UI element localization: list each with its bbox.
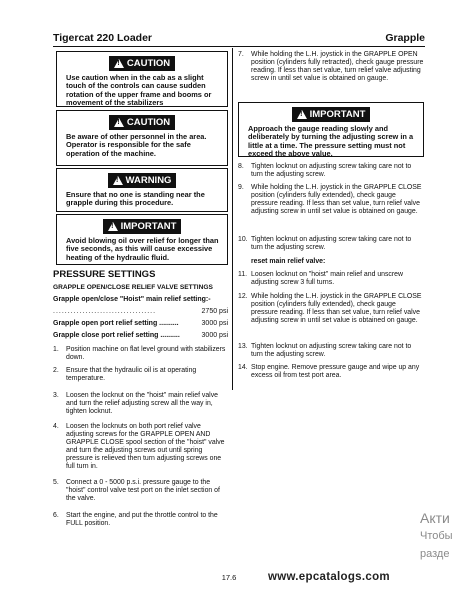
page-number: 17.6 xyxy=(221,573,237,582)
section-subtitle: GRAPPLE OPEN/CLOSE RELIEF VALVE SETTINGS xyxy=(53,284,213,291)
warning-triangle-icon xyxy=(113,176,123,185)
important-box-left xyxy=(56,214,228,265)
reset-note: reset main relief valve: xyxy=(251,258,326,265)
main-relief-value: 2750 psi xyxy=(201,308,228,315)
caution-text: Be aware of other personnel in the area. Operator is responsible for the safe operation of the machine. xyxy=(66,132,207,158)
header-rule xyxy=(53,46,425,47)
caution-box-2 xyxy=(56,110,228,166)
warning-triangle-icon xyxy=(297,110,307,119)
header-title: Tigercat 220 Loader xyxy=(53,32,153,44)
warning-triangle-icon xyxy=(108,222,118,231)
warning-triangle-icon xyxy=(114,59,124,68)
main-relief-row: ................................... 2750 psi xyxy=(53,308,228,315)
main-relief-label: Grapple open/close "Hoist" main relief setting:- xyxy=(53,296,211,303)
caution-text: Use caution when in the cab as a slight touch of the controls can cause sudden rotation of the upper frame and booms or movement of the stabilizers xyxy=(66,73,212,108)
activation-overlay-line-1: Акти xyxy=(420,510,450,526)
watermark: www.epcatalogs.com xyxy=(268,571,390,583)
open-port-value: 3000 psi xyxy=(201,320,228,327)
warning-box xyxy=(56,168,228,212)
important-text: Avoid blowing oil over relief for longer than five seconds, as this will cause excessive heating of the hydraulic fluid. xyxy=(66,236,219,262)
caution-box-1 xyxy=(56,51,228,107)
header-section: Grapple xyxy=(385,32,425,44)
close-port-row: Grapple close port relief setting .......... 3000 psi xyxy=(53,332,228,339)
caution-banner: ! CAUTION xyxy=(109,115,175,130)
activation-overlay-line-2: Чтобы xyxy=(420,530,453,542)
column-divider xyxy=(232,48,233,390)
activation-overlay-line-3: разде xyxy=(420,548,450,560)
important-banner: ! IMPORTANT xyxy=(103,219,182,234)
warning-text: Ensure that no one is standing near the grapple during this procedure. xyxy=(66,190,205,208)
open-port-row: Grapple open port relief setting .......... 3000 psi xyxy=(53,320,228,327)
important-box-right xyxy=(238,102,424,157)
section-title: PRESSURE SETTINGS xyxy=(53,269,156,280)
warning-triangle-icon xyxy=(114,118,124,127)
important-banner: ! IMPORTANT xyxy=(292,107,371,122)
warning-banner: ! WARNING xyxy=(108,173,177,188)
important-text: Approach the gauge reading slowly and deliberately by turning the adjusting screw in a little at a time. The pressure setting must not exceed the above value. xyxy=(248,124,414,159)
close-port-value: 3000 psi xyxy=(201,332,228,339)
caution-banner: ! CAUTION xyxy=(109,56,175,71)
